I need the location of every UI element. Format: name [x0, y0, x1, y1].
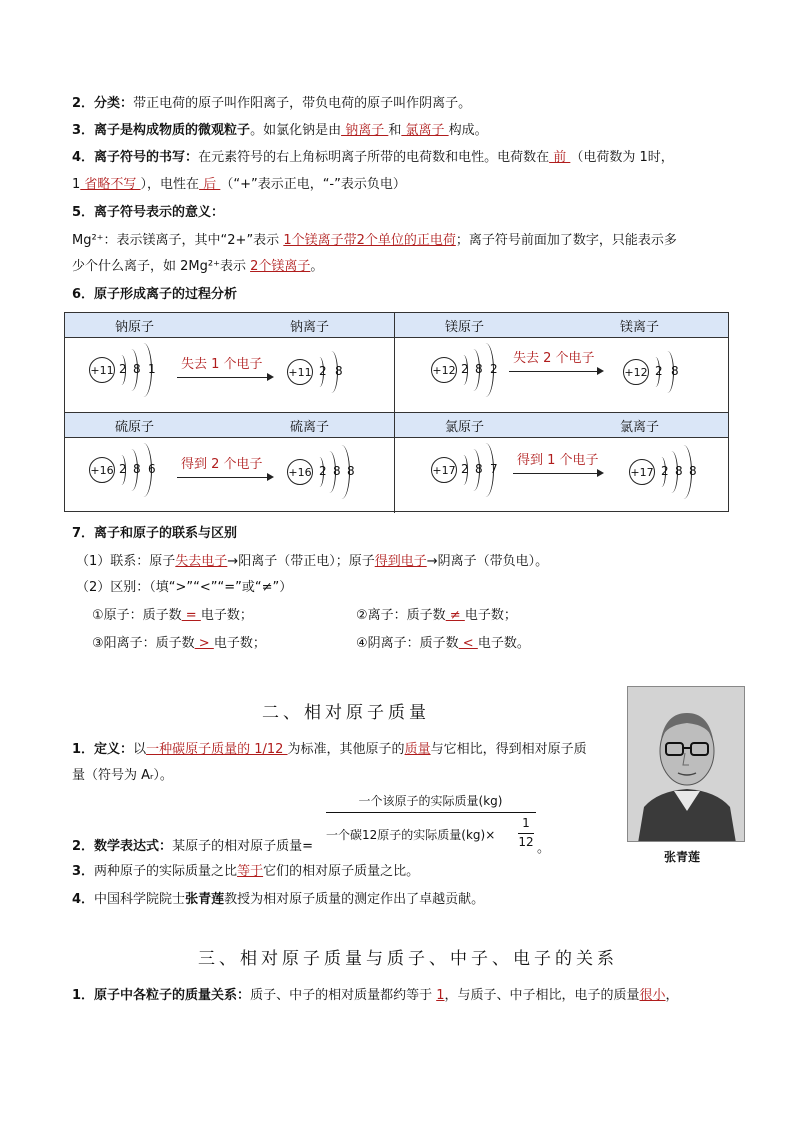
label-magnesium-ion: 镁离子 [620, 320, 660, 335]
nucleus-magnesium-ion: +12 [623, 359, 649, 385]
fraction-bar [326, 812, 536, 813]
formula-numerator: 一个该原子的实际质量(kg) [358, 794, 503, 808]
nucleus-sulfur-atom: +16 [89, 457, 115, 483]
nucleus-magnesium-atom: +12 [431, 357, 457, 383]
line-diff-ion: ②离子：质子数 ≠ 电子数； [356, 608, 517, 623]
cell-sulfur: 硫原子 硫离子 +16 2 8 6 得到 2 个电子 +16 2 8 8 [65, 413, 395, 513]
cell-magnesium: 镁原子 镁离子 +12 2 8 2 失去 2 个电子 +12 2 8 [395, 313, 728, 413]
line-relation: （1）联系：原子失去电子→阳离子（带正电）；原子得到电子→阴离子（带负电）。 [76, 554, 549, 569]
line-zhang-qinglian: 4．中国科学院院士张青莲教授为相对原子质量的测定作出了卓越贡献。 [72, 892, 485, 907]
arrow-icon [267, 473, 274, 481]
label-chlorine-ion: 氯离子 [620, 420, 660, 435]
line-definition-cont: 量（符号为 Aᵣ）。 [72, 768, 173, 783]
line-meaning-title: 5．离子符号表示的意义： [72, 205, 225, 220]
line-definition: 1．定义：以一种碳原子质量的 1/12 为标准，其他原子的质量与它相比，得到相对原子质 [72, 742, 587, 757]
line-ion-symbol: 4．离子符号的书写：在元素符号的右上角标明离子所带的电荷数和电性。电荷数在 前 （电荷数为 1时， [72, 150, 674, 165]
nucleus-chlorine-atom: +17 [431, 457, 457, 483]
photo-caption: 张青莲 [664, 850, 701, 864]
label-sodium-ion: 钠离子 [290, 320, 330, 335]
line-difference: （2）区别：（填“>”“<”“=”或“≠”） [76, 580, 293, 595]
label-sulfur-ion: 硫离子 [290, 420, 330, 435]
process-chlorine: 得到 1 个电子 [517, 453, 599, 468]
arrow-icon [267, 373, 274, 381]
portrait-icon [628, 687, 745, 842]
line-formula-label: 2．数学表达式：某原子的相对原子质量= [72, 839, 313, 854]
process-sulfur: 得到 2 个电子 [181, 457, 263, 472]
nucleus-sodium-ion: +11 [287, 359, 313, 385]
heading-relation-particles: 三、相对原子质量与质子、中子、电子的关系 [198, 949, 618, 969]
line-classification: 2．分类：带正电荷的原子叫作阳离子，带负电荷的原子叫作阴离子。 [72, 96, 472, 111]
line-diff-cation: ③阳离子：质子数 > 电子数； [92, 636, 266, 651]
label-chlorine-atom: 氯原子 [445, 420, 485, 435]
nucleus-chlorine-ion: +17 [629, 459, 655, 485]
cell-chlorine: 氯原子 氯离子 +17 2 8 7 得到 1 个电子 +17 2 8 8 [395, 413, 728, 513]
portrait-photo [627, 686, 745, 842]
line-mg-meaning-cont: 少个什么离子，如 2Mg²⁺表示 2个镁离子。 [72, 259, 324, 274]
line-mg-meaning: Mg²⁺：表示镁离子，其中“2+”表示 1个镁离子带2个单位的正电荷；离子符号前面加了数字，只能表示多 [72, 233, 677, 248]
process-sodium: 失去 1 个电子 [181, 357, 263, 372]
line-diff-anion: ④阴离子：质子数 < 电子数。 [356, 636, 530, 651]
arrow-icon [597, 367, 604, 375]
line-diff-atom: ①原子：质子数 = 电子数； [92, 608, 253, 623]
heading-relative-atomic-mass: 二、相对原子质量 [262, 703, 430, 723]
nucleus-sulfur-ion: +16 [287, 459, 313, 485]
formula-fraction-bottom: 12 [518, 835, 534, 849]
formula-fraction-top: 1 [522, 816, 530, 830]
line-mass-ratio: 3．两种原子的实际质量之比等于它们的相对原子质量之比。 [72, 864, 420, 879]
formula-denominator: 一个碳12原子的实际质量(kg)× [326, 828, 496, 842]
line-ion-symbol-cont: 1 省略不写 ），电性在 后 （“+”表示正电，“-”表示负电） [72, 177, 406, 192]
line-ion-particle: 3．离子是构成物质的微观粒子。如氯化钠是由 钠离子 和 氯离子 构成。 [72, 123, 488, 138]
line-process-title: 6．原子形成离子的过程分析 [72, 287, 238, 302]
arrow-icon [597, 469, 604, 477]
nucleus-sodium-atom: +11 [89, 357, 115, 383]
ion-formation-table [64, 312, 729, 512]
label-sodium-atom: 钠原子 [115, 320, 155, 335]
cell-sodium: 钠原子 钠离子 +11 2 8 1 失去 1 个电子 +11 2 8 [65, 313, 395, 413]
label-sulfur-atom: 硫原子 [115, 420, 155, 435]
line-particle-mass: 1．原子中各粒子的质量关系：质子、中子的相对质量都约等于 1，与质子、中子相比，电子的质量很小， [72, 988, 679, 1003]
line-relation-title: 7．离子和原子的联系与区别 [72, 526, 238, 541]
label-magnesium-atom: 镁原子 [445, 320, 485, 335]
process-magnesium: 失去 2 个电子 [513, 351, 595, 366]
